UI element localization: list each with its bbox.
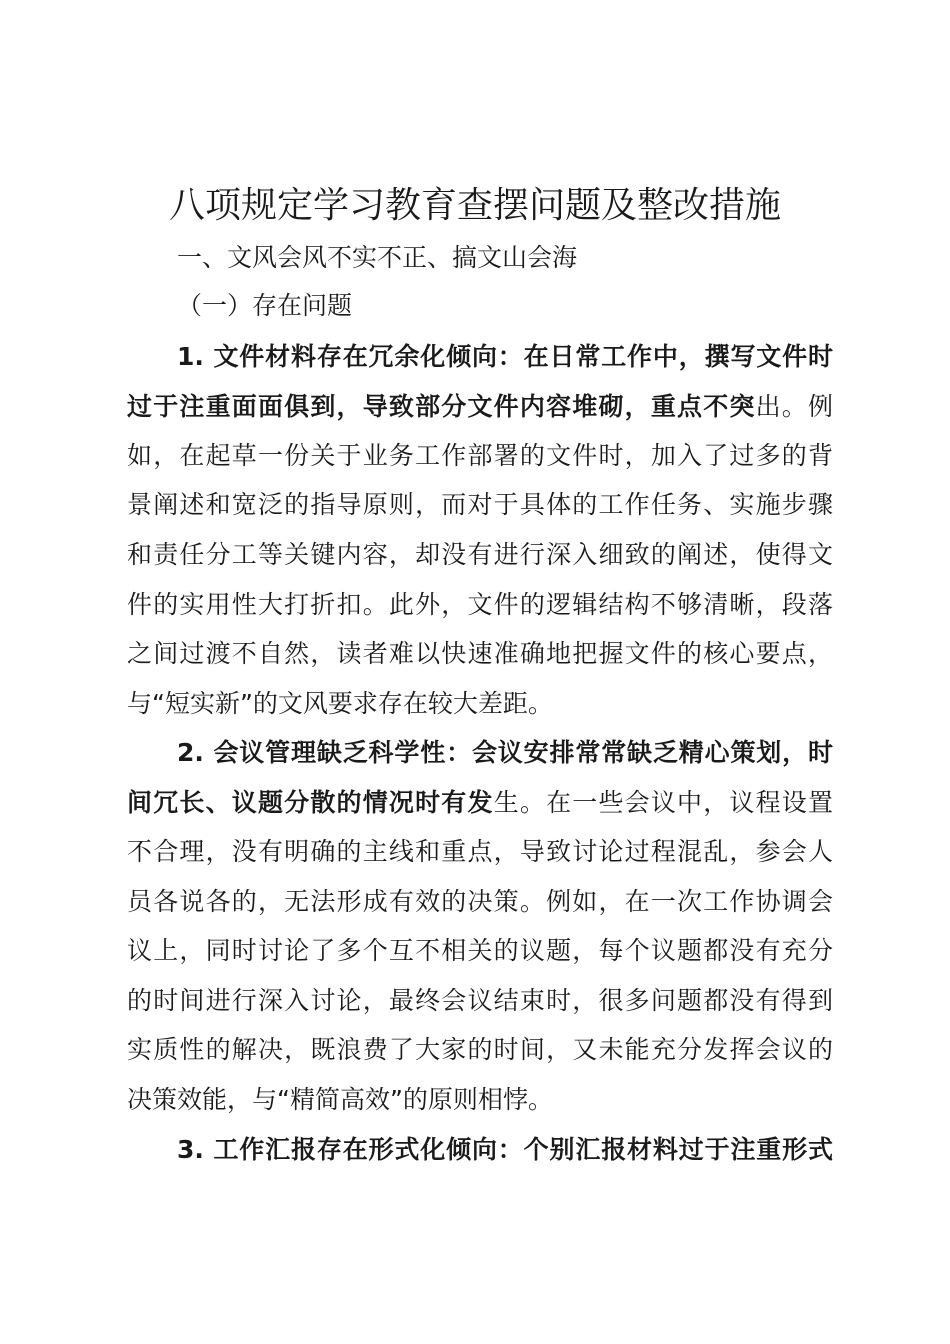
paragraph-2-line-2 [127, 778, 833, 828]
subsection-heading: （一）存在问题 [177, 291, 353, 320]
paragraph-1-line-1: 1. 文件材料存在冗余化倾向：在日常工作中，撰写文件时 [177, 342, 833, 371]
paragraph-1-line-6: 件的实用性大打折扣。此外，文件的逻辑结构不够清晰，段落 [127, 590, 833, 619]
paragraph-2-line-3: 不合理，没有明确的主线和重点，导致讨论过程混乱，参会人 [127, 837, 833, 866]
paragraph-1-line-7: 之间过渡不自然，读者难以快速准确地把握文件的核心要点， [127, 639, 833, 668]
paragraph-1-line-8: 与“短实新”的文风要求存在较大差距。 [127, 689, 553, 718]
paragraph-2-line-8: 决策效能，与“精简高效”的原则相悖。 [127, 1085, 553, 1114]
paragraph-2-text: 生。在一些会议中，议程设置 [493, 788, 833, 817]
paragraph-2-line-7: 实质性的解决，既浪费了大家的时间，又未能充分发挥会议的 [127, 1035, 833, 1064]
section-heading: 一、文风会风不实不正、搞文山会海 [177, 243, 578, 272]
paragraph-2-line-6: 的时间进行深入讨论，最终会议结束时，很多问题都没有得到 [127, 986, 833, 1015]
paragraph-1-bold-text: 过于注重面面俱到，导致部分文件内容堆砌，重点不突 [127, 392, 756, 421]
paragraph-2-line-5: 议上，同时讨论了多个互不相关的议题，每个议题都没有充分 [127, 936, 833, 965]
paragraph-3-line-1: 3. 工作汇报存在形式化倾向：个别汇报材料过于注重形式 [177, 1135, 833, 1164]
paragraph-1-line-3: 如，在起草一份关于业务工作部署的文件时，加入了过多的背 [127, 441, 833, 470]
paragraph-2-line-4: 员各说各的，无法形成有效的决策。例如，在一次工作协调会 [127, 887, 833, 916]
paragraph-1-line-5: 和责任分工等关键内容，却没有进行深入细致的阐述，使得文 [127, 540, 833, 569]
paragraph-1-line-4: 景阐述和宽泛的指导原则，而对于具体的工作任务、实施步骤 [127, 490, 833, 519]
paragraph-2-line-1: 2. 会议管理缺乏科学性：会议安排常常缺乏精心策划，时 [177, 738, 833, 767]
paragraph-2-bold-text: 间冗长、议题分散的情况时有发 [127, 788, 494, 817]
paragraph-1-text: 出。例 [755, 392, 833, 421]
document-title: 八项规定学习教育查摆问题及整改措施 [168, 185, 781, 226]
paragraph-1-line-2 [127, 382, 833, 432]
